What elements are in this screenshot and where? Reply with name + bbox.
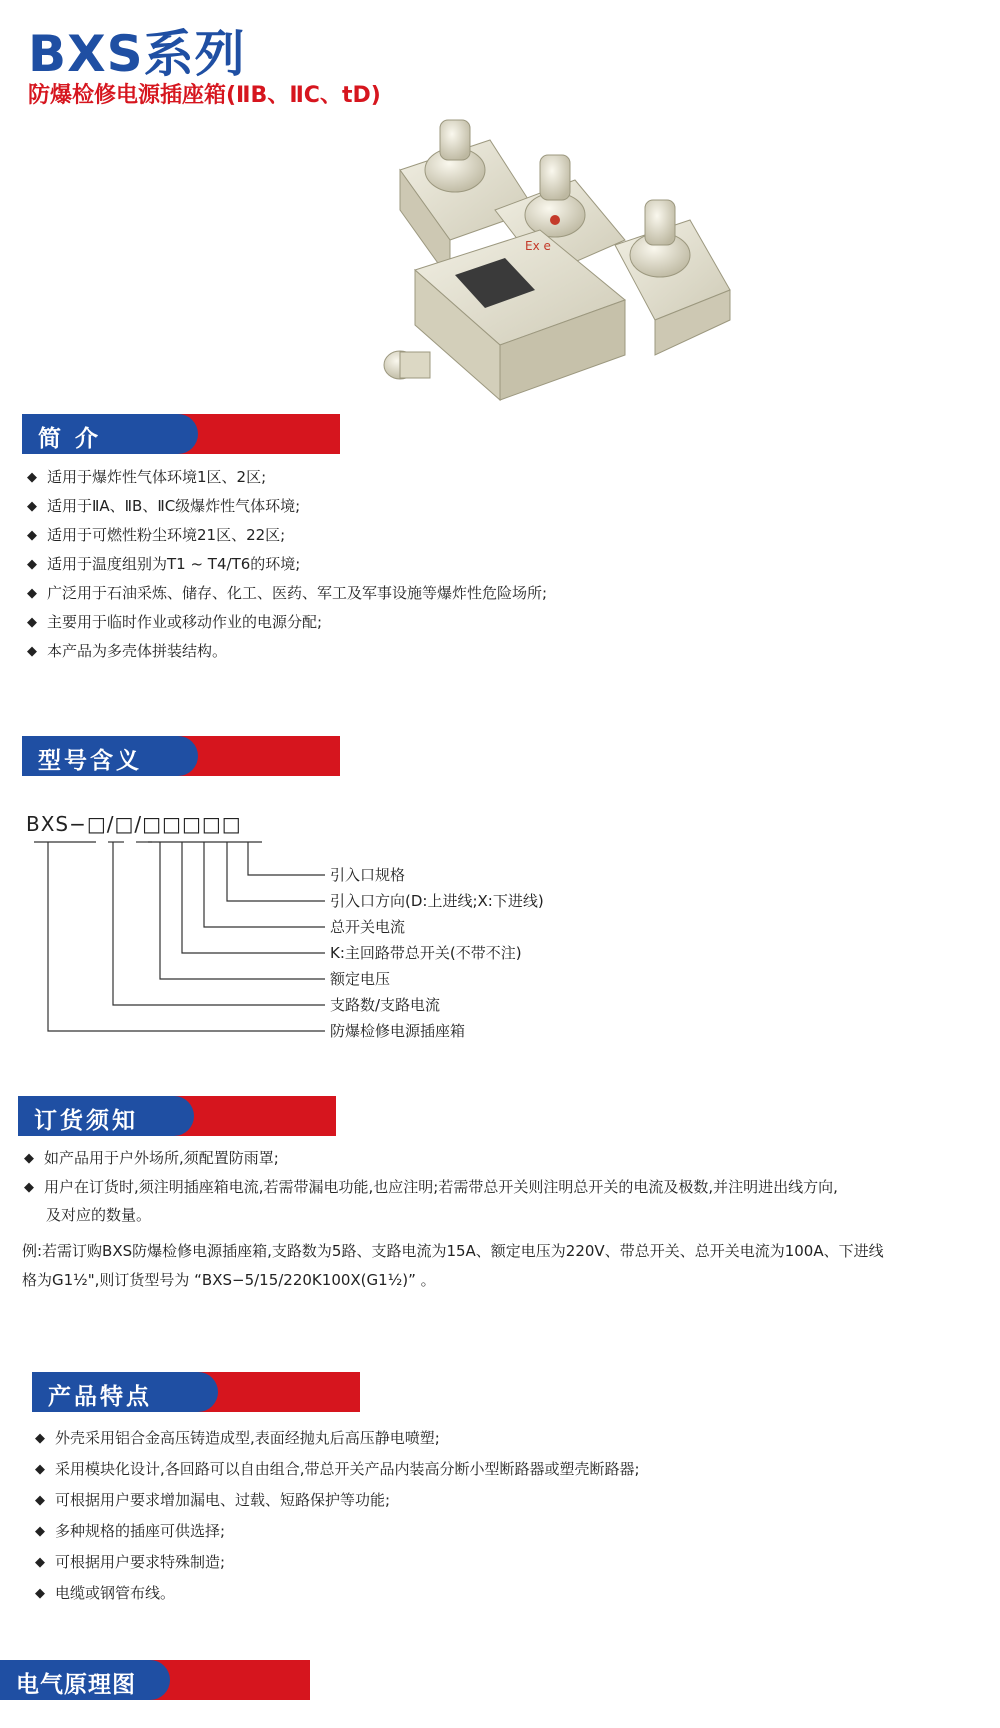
features-list — [35, 1423, 640, 1609]
legend-label: K:主回路带总开关(不带不注) — [330, 944, 522, 962]
section-header-intro — [22, 414, 340, 454]
section-header-schematic — [0, 1660, 310, 1700]
list-item: ◆ 外壳采用铝合金高压铸造成型,表面经抛丸后高压静电喷塑; — [35, 1423, 640, 1454]
page-title: BXS系列 — [28, 25, 246, 83]
list-item: ◆ 可根据用户要求特殊制造; — [35, 1547, 640, 1578]
list-item: ◆ 主要用于临时作业或移动作业的电源分配; — [27, 608, 547, 637]
legend-label: 额定电压 — [330, 970, 391, 988]
list-item: ◆ 本产品为多壳体拼装结构。 — [27, 637, 547, 666]
list-item: ◆ 多种规格的插座可供选择; — [35, 1516, 640, 1547]
list-item: ◆ 适用于ⅡA、ⅡB、ⅡC级爆炸性气体环境; — [27, 492, 547, 521]
product-image — [360, 100, 740, 430]
legend-label: 引入口方向(D:上进线;X:下进线) — [330, 892, 544, 910]
intro-list — [27, 463, 547, 666]
order-example-line1: 例:若需订购BXS防爆检修电源插座箱,支路数为5路、支路电流为15A、额定电压为220V、带总开关、总开关电流为100A、下进线 — [22, 1242, 884, 1260]
order-list — [24, 1144, 838, 1202]
list-item: ◆ 采用模块化设计,各回路可以自由组合,带总开关产品内装高分断小型断路器或塑壳断路器; — [35, 1454, 640, 1485]
list-item: ◆ 适用于可燃性粉尘环境21区、22区; — [27, 521, 547, 550]
list-item: ◆ 适用于温度组别为T1 ~ T4/T6的环境; — [27, 550, 547, 579]
section-header-order — [18, 1096, 336, 1136]
exe-mark: Ex e — [525, 239, 551, 253]
model-legend-lines — [0, 840, 340, 1045]
legend-label: 总开关电流 — [330, 918, 406, 936]
list-item: ◆ 电缆或钢管布线。 — [35, 1578, 640, 1609]
list-item: ◆ 用户在订货时,须注明插座箱电流,若需带漏电功能,也应注明;若需带总开关则注明总开关的电流及极数,并注明进出线方向, — [24, 1173, 838, 1202]
model-code: BXS−□/□/□□□□□ — [26, 812, 242, 836]
order-note-continued: 及对应的数量。 — [46, 1206, 152, 1224]
section-header-model — [22, 736, 340, 776]
section-title: 型号含义 — [38, 748, 142, 774]
page-subtitle: 防爆检修电源插座箱(ⅡB、ⅡC、tD) — [28, 83, 381, 108]
section-title: 订货须知 — [34, 1108, 138, 1134]
list-item: ◆ 广泛用于石油采炼、储存、化工、医药、军工及军事设施等爆炸性危险场所; — [27, 579, 547, 608]
list-item: ◆ 适用于爆炸性气体环境1区、2区; — [27, 463, 547, 492]
order-example-line2: 格为G1½",则订货型号为 “BXS−5/15/220K100X(G1½)” 。 — [22, 1271, 436, 1289]
cable-gland — [384, 351, 430, 379]
socket-box-3 — [615, 200, 730, 355]
list-item: ◆ 可根据用户要求增加漏电、过载、短路保护等功能; — [35, 1485, 640, 1516]
legend-label: 支路数/支路电流 — [330, 996, 441, 1014]
section-header-features — [32, 1372, 360, 1412]
list-item: ◆ 如产品用于户外场所,须配置防雨罩; — [24, 1144, 838, 1173]
section-title: 产品特点 — [48, 1384, 152, 1410]
section-title: 简 介 — [38, 426, 102, 452]
legend-label: 防爆检修电源插座箱 — [330, 1022, 466, 1040]
legend-label: 引入口规格 — [330, 866, 406, 884]
section-title: 电气原理图 — [16, 1672, 136, 1698]
